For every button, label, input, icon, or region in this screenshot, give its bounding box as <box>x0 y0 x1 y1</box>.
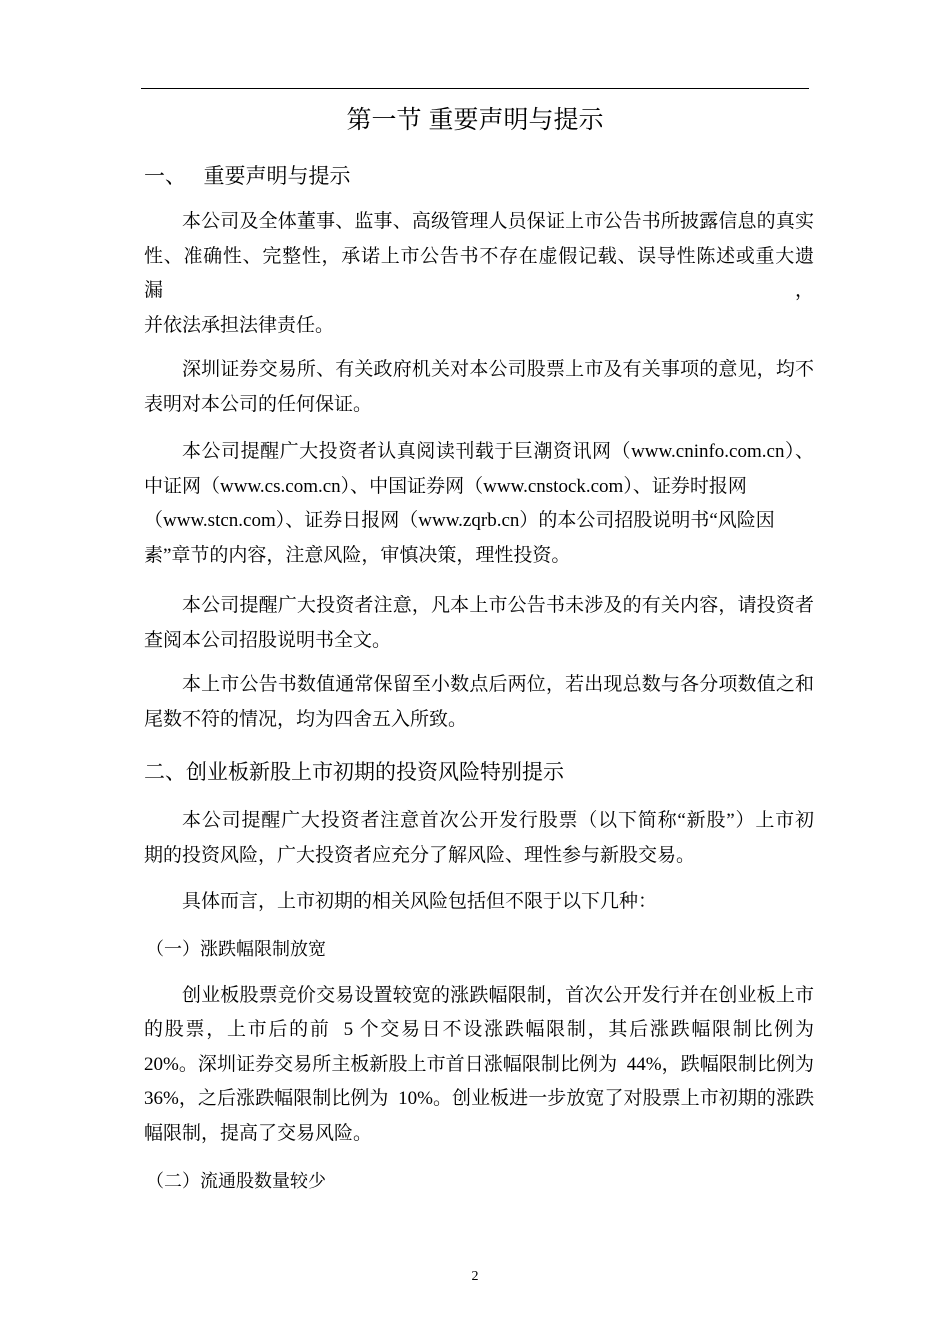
text-line: 性、准确性、完整性，承诺上市公告书不存在虚假记载、误导性陈述或重大遗漏， <box>144 245 814 301</box>
text-line: 本公司及全体董事、监事、高级管理人员保证上市公告书所披露信息的真实 <box>182 211 814 232</box>
paragraph-5 <box>144 668 814 737</box>
heading-risk-notice: 二、创业板新股上市初期的投资风险特别提示 <box>144 761 564 784</box>
text-line: 本公司提醒广大投资者认真阅读刊载于巨潮资讯网（www.cninfo.com.cn）、 <box>182 441 814 462</box>
paragraph-7 <box>144 885 814 920</box>
subheading-float-shares: （二）流通股数量较少 <box>146 1171 326 1191</box>
section-title: 第一节 重要声明与提示 <box>346 106 604 134</box>
text-line: 本公司提醒广大投资者注意，凡本上市公告书未涉及的有关内容，请投资者 <box>182 595 814 616</box>
header-rule <box>141 88 809 89</box>
text-line: 中证网（www.cs.com.cn）、中国证券网（www.cnstock.com）、证券时报网 <box>144 475 747 497</box>
paragraph-3 <box>144 435 814 573</box>
text-line: 本公司提醒广大投资者注意首次公开发行股票（以下简称“新股”）上市初 <box>182 810 814 831</box>
text-line: 素”章节的内容，注意风险，审慎决策，理性投资。 <box>144 544 571 566</box>
text-line: 期的投资风险，广大投资者应充分了解风险、理性参与新股交易。 <box>144 844 696 866</box>
heading-important-notice: 一、 重要声明与提示 <box>144 165 351 188</box>
text-line: 20%。深圳证券交易所主板新股上市首日涨幅限制比例为 44%，跌幅限制比例为 <box>144 1053 814 1075</box>
subheading-price-limit: （一）涨跌幅限制放宽 <box>146 938 326 959</box>
paragraph-1 <box>144 205 814 343</box>
text-line: 表明对本公司的任何保证。 <box>144 393 373 415</box>
text-line: 深圳证券交易所、有关政府机关对本公司股票上市及有关事项的意见，均不 <box>182 359 814 380</box>
text-line: 查阅本公司招股说明书全文。 <box>144 629 392 651</box>
text-line: 幅限制，提高了交易风险。 <box>144 1122 373 1144</box>
text-line: 36%，之后涨跌幅限制比例为 10%。创业板进一步放宽了对股票上市初期的涨跌 <box>144 1088 814 1109</box>
text-line: 的股票，上市后的前 5 个交易日不设涨跌幅限制，其后涨跌幅限制比例为 <box>144 1019 814 1040</box>
page-number: 2 <box>471 1269 479 1284</box>
paragraph-4 <box>144 589 814 658</box>
paragraph-8 <box>144 979 814 1152</box>
text-line: （www.stcn.com）、证券日报网（www.zqrb.cn）的本公司招股说明书“风险因 <box>144 510 775 531</box>
paragraph-2 <box>144 353 814 422</box>
paragraph-6 <box>144 804 814 873</box>
text-line: 并依法承担法律责任。 <box>144 314 335 336</box>
text-line: 具体而言，上市初期的相关风险包括但不限于以下几种： <box>182 891 658 912</box>
text-line: 本上市公告书数值通常保留至小数点后两位，若出现总数与各分项数值之和 <box>182 674 814 695</box>
text-line: 尾数不符的情况，均为四舍五入所致。 <box>144 708 468 730</box>
text-line: 创业板股票竞价交易设置较宽的涨跌幅限制，首次公开发行并在创业板上市 <box>182 984 814 1006</box>
